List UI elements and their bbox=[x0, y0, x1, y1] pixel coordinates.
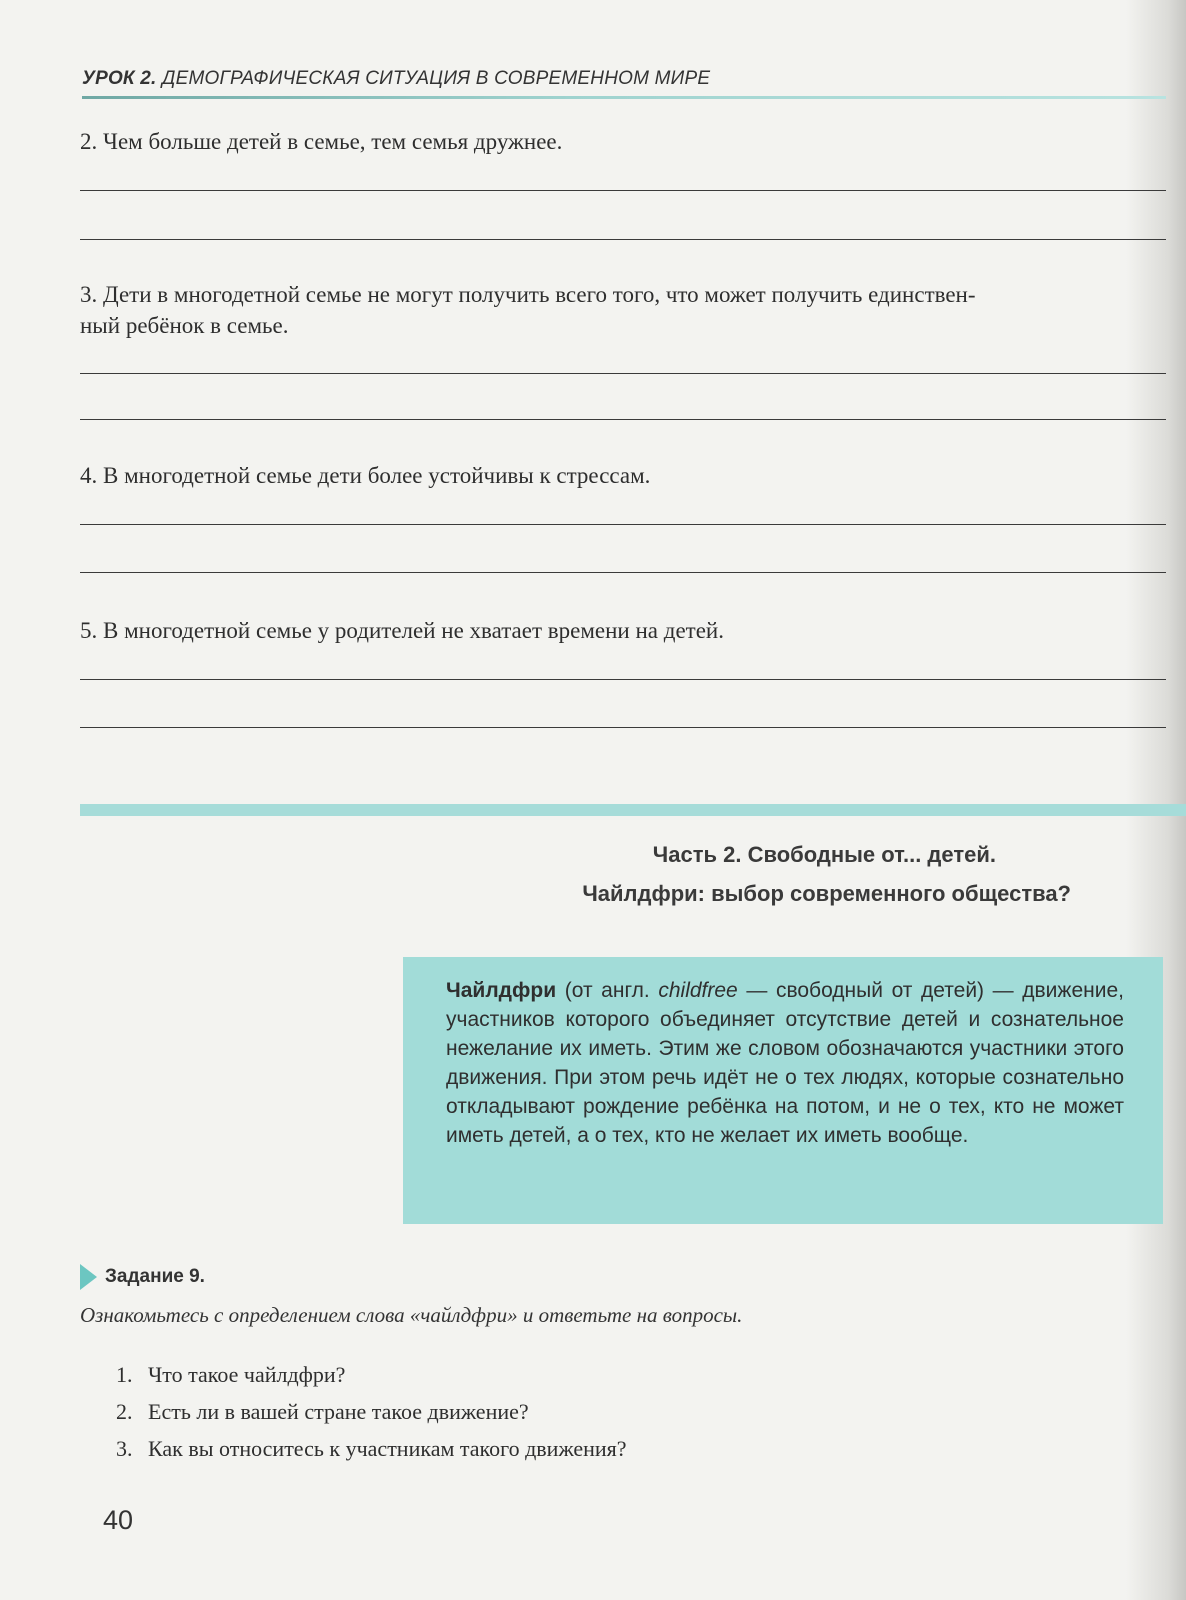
answer-line[interactable] bbox=[80, 524, 1166, 525]
lesson-number: УРОК 2. bbox=[82, 68, 157, 89]
page-number: 40 bbox=[103, 1505, 134, 1535]
answer-line[interactable] bbox=[80, 727, 1166, 728]
definition-origin-suffix: — свободный от детей) — bbox=[737, 979, 1014, 1002]
statement-3 bbox=[80, 279, 1166, 341]
task-heading bbox=[80, 1264, 205, 1290]
definition-origin-word: childfree bbox=[658, 979, 738, 1002]
triangle-marker-icon bbox=[80, 1264, 97, 1290]
header-rule bbox=[82, 96, 1166, 99]
definition-text bbox=[446, 976, 1124, 1150]
question-text: Как вы относитесь к участникам такого движения? bbox=[148, 1436, 627, 1461]
statement-4: 4. В многодетной семье дети более устойчивы к стрессам. bbox=[80, 463, 651, 488]
question-number: 3. bbox=[116, 1436, 133, 1461]
statement-2: 2. Чем больше детей в семье, тем семья дружнее. bbox=[80, 129, 563, 154]
answer-line[interactable] bbox=[80, 419, 1166, 420]
answer-line[interactable] bbox=[80, 373, 1166, 374]
task-instruction: Ознакомьтесь с определением слова «чайлдфри» и ответьте на вопросы. bbox=[80, 1303, 743, 1327]
question-item bbox=[116, 1399, 529, 1425]
running-header bbox=[82, 68, 1162, 90]
statement-3-line2: ный ребёнок в семье. bbox=[80, 313, 289, 338]
question-text: Есть ли в вашей стране такое движение? bbox=[148, 1399, 529, 1424]
definition-term: Чайлдфри bbox=[446, 979, 557, 1002]
answer-line[interactable] bbox=[80, 239, 1166, 240]
question-number: 1. bbox=[116, 1362, 133, 1387]
part-title-line2: Чайлдфри: выбор современного общества? bbox=[582, 881, 1071, 906]
lesson-title: ДЕМОГРАФИЧЕСКАЯ СИТУАЦИЯ В СОВРЕМЕННОМ МИРЕ bbox=[162, 68, 711, 89]
question-text: Что такое чайлдфри? bbox=[148, 1362, 346, 1387]
answer-line[interactable] bbox=[80, 190, 1166, 191]
task-title: Задание 9. bbox=[105, 1266, 205, 1287]
question-item bbox=[116, 1436, 627, 1462]
question-item bbox=[116, 1362, 345, 1388]
answer-line[interactable] bbox=[80, 572, 1166, 573]
definition-body: движение, участников которого объединяет отсутствие детей и сознательное нежелание их иметь. Этим же словом обозначаются участники этого движения. При этом речь идёт не о тех людях, которые сознательно откладывают рождение ребёнка на потом, и не о тех, кто не может иметь детей, а о тех, кто не желает их иметь вообще. bbox=[446, 979, 1124, 1147]
section-divider-band bbox=[80, 804, 1186, 816]
statement-3-line1: 3. Дети в многодетной семье не могут получить всего того, что может получить единствен- bbox=[80, 282, 976, 307]
answer-line[interactable] bbox=[80, 679, 1166, 680]
question-number: 2. bbox=[116, 1399, 133, 1424]
definition-origin-prefix: (от англ. bbox=[556, 979, 659, 1002]
page-edge-shadow bbox=[1126, 0, 1186, 1600]
part-title-line1: Часть 2. Свободные от... детей. bbox=[652, 842, 996, 867]
statement-5: 5. В многодетной семье у родителей не хватает времени на детей. bbox=[80, 618, 724, 643]
